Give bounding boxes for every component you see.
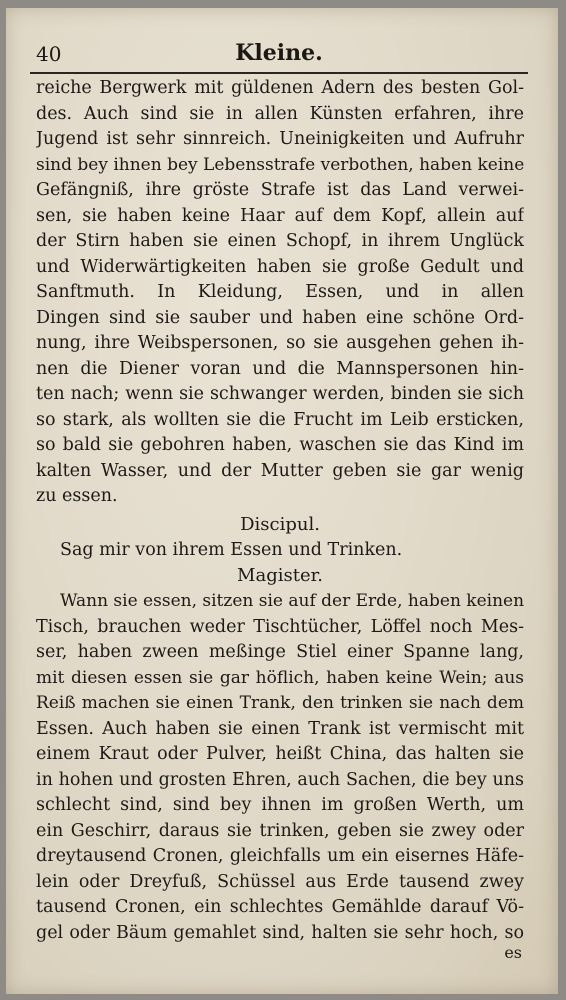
text-line: zu essen. xyxy=(36,486,118,506)
page-header xyxy=(30,38,528,74)
text-line: Reiß machen sie einen Trank, den trinken sie nach dem xyxy=(36,693,524,713)
text-line: nen die Diener voran und die Mannspersonen hin- xyxy=(36,358,524,379)
text-line: der Stirn haben sie einen Schopf, in ihrem Unglück xyxy=(36,231,524,251)
text-line: ten nach; wenn sie schwanger werden, binden sie sich xyxy=(36,384,524,404)
text-line: tausend Cronen, ein schlechtes Gemählde darauf Vö- xyxy=(36,897,524,917)
text-line: Jugend ist sehr sinnreich. Uneinigkeiten und Aufruhr xyxy=(36,129,524,149)
running-title: Kleine. xyxy=(235,40,323,66)
text-line: mit diesen essen sie gar höflich, haben keine Wein; aus xyxy=(36,667,524,688)
text-line: ser, haben zween meßinge Stiel einer Spanne lang, xyxy=(36,642,524,662)
question-line: Sag mir von ihrem Essen und Trinken. xyxy=(60,539,403,560)
speaker-discipul: Discipul. xyxy=(240,513,320,535)
text-line: kalten Wasser, und der Mutter geben sie gar wenig xyxy=(36,460,524,481)
speaker-magister: Magister. xyxy=(237,565,323,586)
text-line: Gefängniß, ihre gröste Strafe ist das Land verwei- xyxy=(36,180,524,200)
paragraph-food-drink xyxy=(36,589,524,946)
text-line: des. Auch sind sie in allen Künsten erfahren, ihre xyxy=(36,103,524,124)
paragraph-ethnography xyxy=(36,76,524,510)
text-line: dreytausend Cronen, gleichfalls um ein eisernes Häfe- xyxy=(36,846,524,866)
text-line: Dingen sind sie sauber und haben eine schöne Ord- xyxy=(36,307,524,328)
page-number: 40 xyxy=(36,42,62,66)
text-line: einem Kraut oder Pulver, heißt China, das halten sie xyxy=(36,744,524,764)
text-line: Wann sie essen, sitzen sie auf der Erde, haben keinen xyxy=(60,591,524,611)
text-line: reiche Bergwerk mit güldenen Adern des besten Gol- xyxy=(36,78,524,98)
text-line: schlecht sind, sind bey ihnen im großen Werth, um xyxy=(36,795,524,815)
text-line: Essen. Auch haben sie einen Trank ist vermischt mit xyxy=(36,718,524,739)
text-line: Sanftmuth. In Kleidung, Essen, und in allen xyxy=(36,282,524,302)
text-line: ein Geschirr, daraus sie trinken, geben sie zwey oder xyxy=(36,820,524,841)
text-line: sen, sie haben keine Haar auf dem Kopf, allein auf xyxy=(36,205,524,226)
text-line: so stark, als wollten sie die Frucht im Leib ersticken, xyxy=(36,409,524,430)
book-page xyxy=(6,8,558,994)
text-line: in hohen und grosten Ehren, auch Sachen, die bey uns xyxy=(36,769,524,790)
text-line: gel oder Bäum gemahlet sind, halten sie sehr hoch, so xyxy=(36,922,524,943)
text-line: Tisch, brauchen weder Tischtücher, Löffel noch Mes- xyxy=(36,616,524,637)
text-line: nung, ihre Weibspersonen, so sie ausgehen gehen ih- xyxy=(36,333,524,353)
text-line: so bald sie gebohren haben, waschen sie das Kind im xyxy=(36,435,524,455)
body-text xyxy=(36,76,524,946)
text-line: lein oder Dreyfuß, Schüssel aus Erde tausend zwey xyxy=(36,871,524,892)
text-line: sind bey ihnen bey Lebensstrafe verbothen, haben keine xyxy=(36,154,524,175)
text-line: und Widerwärtigkeiten haben sie große Gedult und xyxy=(36,256,524,277)
catchword: es xyxy=(504,943,522,962)
